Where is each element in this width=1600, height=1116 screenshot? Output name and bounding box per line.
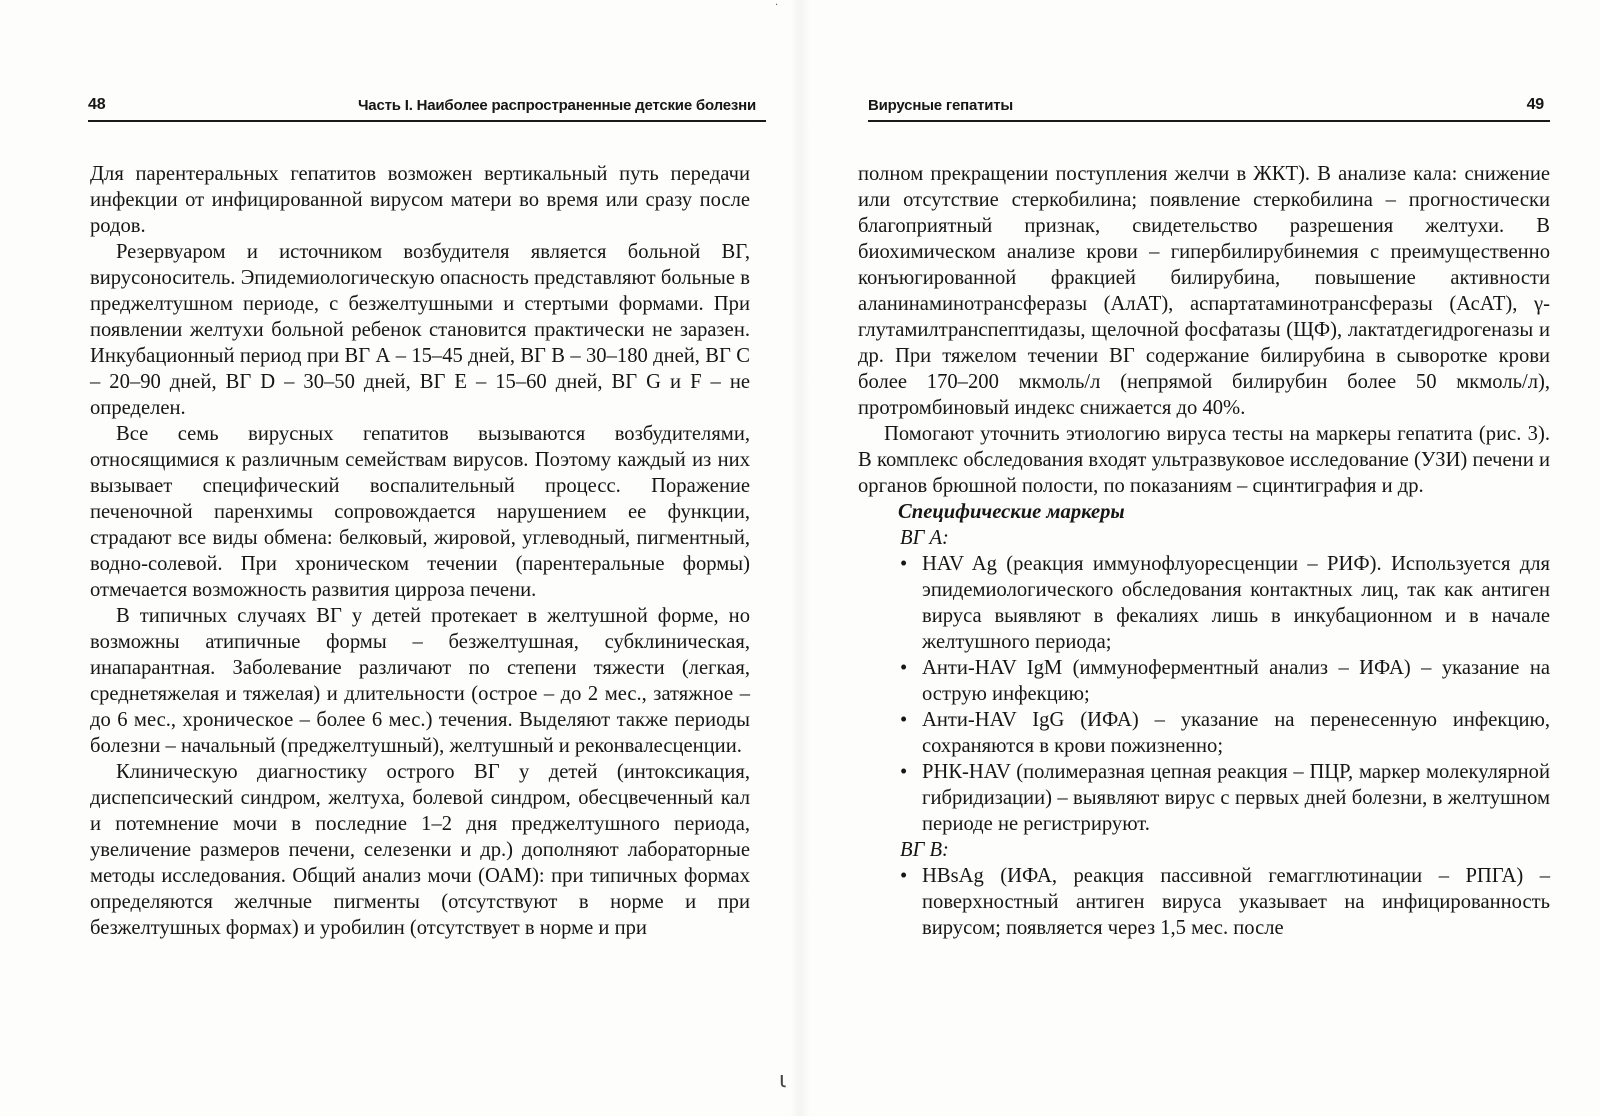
- list-item: [898, 551, 1550, 655]
- list-item: [898, 759, 1550, 837]
- page-number: 49: [1526, 96, 1544, 113]
- marker-list-a: [858, 551, 1550, 837]
- marker-group-label-a: ВГ А:: [900, 527, 949, 549]
- scan-artifact-bottom: ι: [779, 1068, 787, 1093]
- page-number: 48: [88, 96, 106, 113]
- running-title: Вирусные гепатиты: [868, 97, 1014, 114]
- marker-group-label-b: ВГ В:: [900, 839, 949, 861]
- bullet-icon: •: [900, 865, 908, 887]
- list-item-text: Анти-HAV IgG (ИФА) – указание на перенесенную инфекцию, сохраняются в крови пожизненно;: [922, 709, 1550, 757]
- bullet-icon: •: [900, 761, 908, 783]
- right-page-body: [858, 161, 1550, 941]
- list-item: [898, 655, 1550, 707]
- paragraph: Резервуаром и источником возбудителя является больной ВГ, вирусоноситель. Эпидемиологическую опасность представляют больные в преджелтушном периоде, с безжелтушными и стертыми формами. При появлении желтухи больной ребенок становится практически не заразен. Инкубационный период при ВГ А – 15–45 дней, ВГ В – 30–180 дней, ВГ С – 20–90 дней, ВГ D – 30–50 дней, ВГ Е – 15–60 дней, ВГ G и F – не определен.: [90, 241, 750, 419]
- paragraph: Клиническую диагностику острого ВГ у детей (интоксикация, диспепсический синдром, желтуха, болевой синдром, обесцвеченный кал и потемнение мочи в последние 1–2 дня преджелтушного периода, увеличение размеров печени, селезенки и др.) дополняют лабораторные методы исследования. Общий анализ мочи (ОАМ): при типичных формах определяются желчные пигменты (отсутствуют в норме и при безжелтушных формах) и уробилин (отсутствует в норме и при: [90, 761, 750, 939]
- list-item-text: HBsAg (ИФА, реакция пассивной гемагглютинации – РПГА) – поверхностный антиген вируса указывает на инфицированность вирусом; появляется через 1,5 мес. после: [922, 865, 1550, 939]
- right-page: [800, 0, 1600, 1116]
- paragraph: Помогают уточнить этиологию вируса тесты на маркеры гепатита (рис. 3). В комплекс обследования входят ультразвуковое исследование (УЗИ) печени и органов брюшной полости, по показаниям – сцинтиграфия и др.: [858, 423, 1550, 497]
- bullet-icon: •: [900, 657, 908, 679]
- list-item: [898, 863, 1550, 941]
- scan-artifact-top: ·: [775, 0, 779, 11]
- section-subheading: Специфические маркеры: [898, 501, 1125, 523]
- list-item-text: РНК-HAV (полимеразная цепная реакция – ПЦР, маркер молекулярной гибридизации) – выявляют вирус с первых дней болезни, в желтушном периоде не регистрируют.: [922, 761, 1550, 835]
- paragraph: Для парентеральных гепатитов возможен вертикальный путь передачи инфекции от инфицированной вирусом матери во время или сразу после родов.: [90, 163, 750, 237]
- bullet-icon: •: [900, 553, 908, 575]
- running-title: Часть I. Наиболее распространенные детские болезни: [357, 97, 756, 114]
- list-item-text: Анти-HAV IgM (иммуноферментный анализ – ИФА) – указание на острую инфекцию;: [922, 657, 1550, 705]
- left-page-header: [88, 96, 766, 122]
- right-page-header: [868, 96, 1550, 122]
- list-item: [898, 707, 1550, 759]
- bullet-icon: •: [900, 709, 908, 731]
- paragraph: Все семь вирусных гепатитов вызываются возбудителями, относящимися к различным семействам вирусов. Поэтому каждый из них вызывает специфический воспалительный процесс. Поражение печеночной паренхимы сопровождается нарушением ее функции, страдают все виды обмена: белковый, жировой, углеводный, пигментный, водно-солевой. При хроническом течении (парентеральные формы) отмечается возможность развития цирроза печени.: [90, 423, 750, 601]
- paragraph: В типичных случаях ВГ у детей протекает в желтушной форме, но возможны атипичные формы – безжелтушная, субклиническая, инапарантная. Заболевание различают по степени тяжести (легкая, среднетяжелая и тяжелая) и длительности (острое – до 2 мес., затяжное – до 6 мес., хроническое – более 6 мес.) течения. Выделяют также периоды болезни – начальный (преджелтушный), желтушный и реконвалесценции.: [90, 605, 750, 757]
- marker-list-b: [858, 863, 1550, 941]
- paragraph: полном прекращении поступления желчи в ЖКТ). В анализе кала: снижение или отсутствие стеркобилина; появление стеркобилина – прогностически благоприятный признак, свидетельство разрешения желтухи. В биохимическом анализе крови – гипербилирубинемия с преимущественно конъюгированной фракцией билирубина, повышение активности аланинаминотрансферазы (АлАТ), аспартатаминотрансферазы (АсАТ), γ-глутамилтранспептидазы, щелочной фосфатазы (ЩФ), лактатдегидрогеназы и др. При тяжелом течении ВГ содержание билирубина в сыворотке крови более 170–200 мкмоль/л (непрямой билирубин более 50 мкмоль/л), протромбиновый индекс снижается до 40%.: [858, 163, 1550, 419]
- left-page-body: [90, 161, 750, 941]
- list-item-text: HAV Ag (реакция иммунофлуоресценции – РИФ). Используется для эпидемиологического обследования контактных лиц, так как антиген вируса выявляют в фекалиях лишь в инкубационном и в начале желтушного периода;: [922, 553, 1550, 653]
